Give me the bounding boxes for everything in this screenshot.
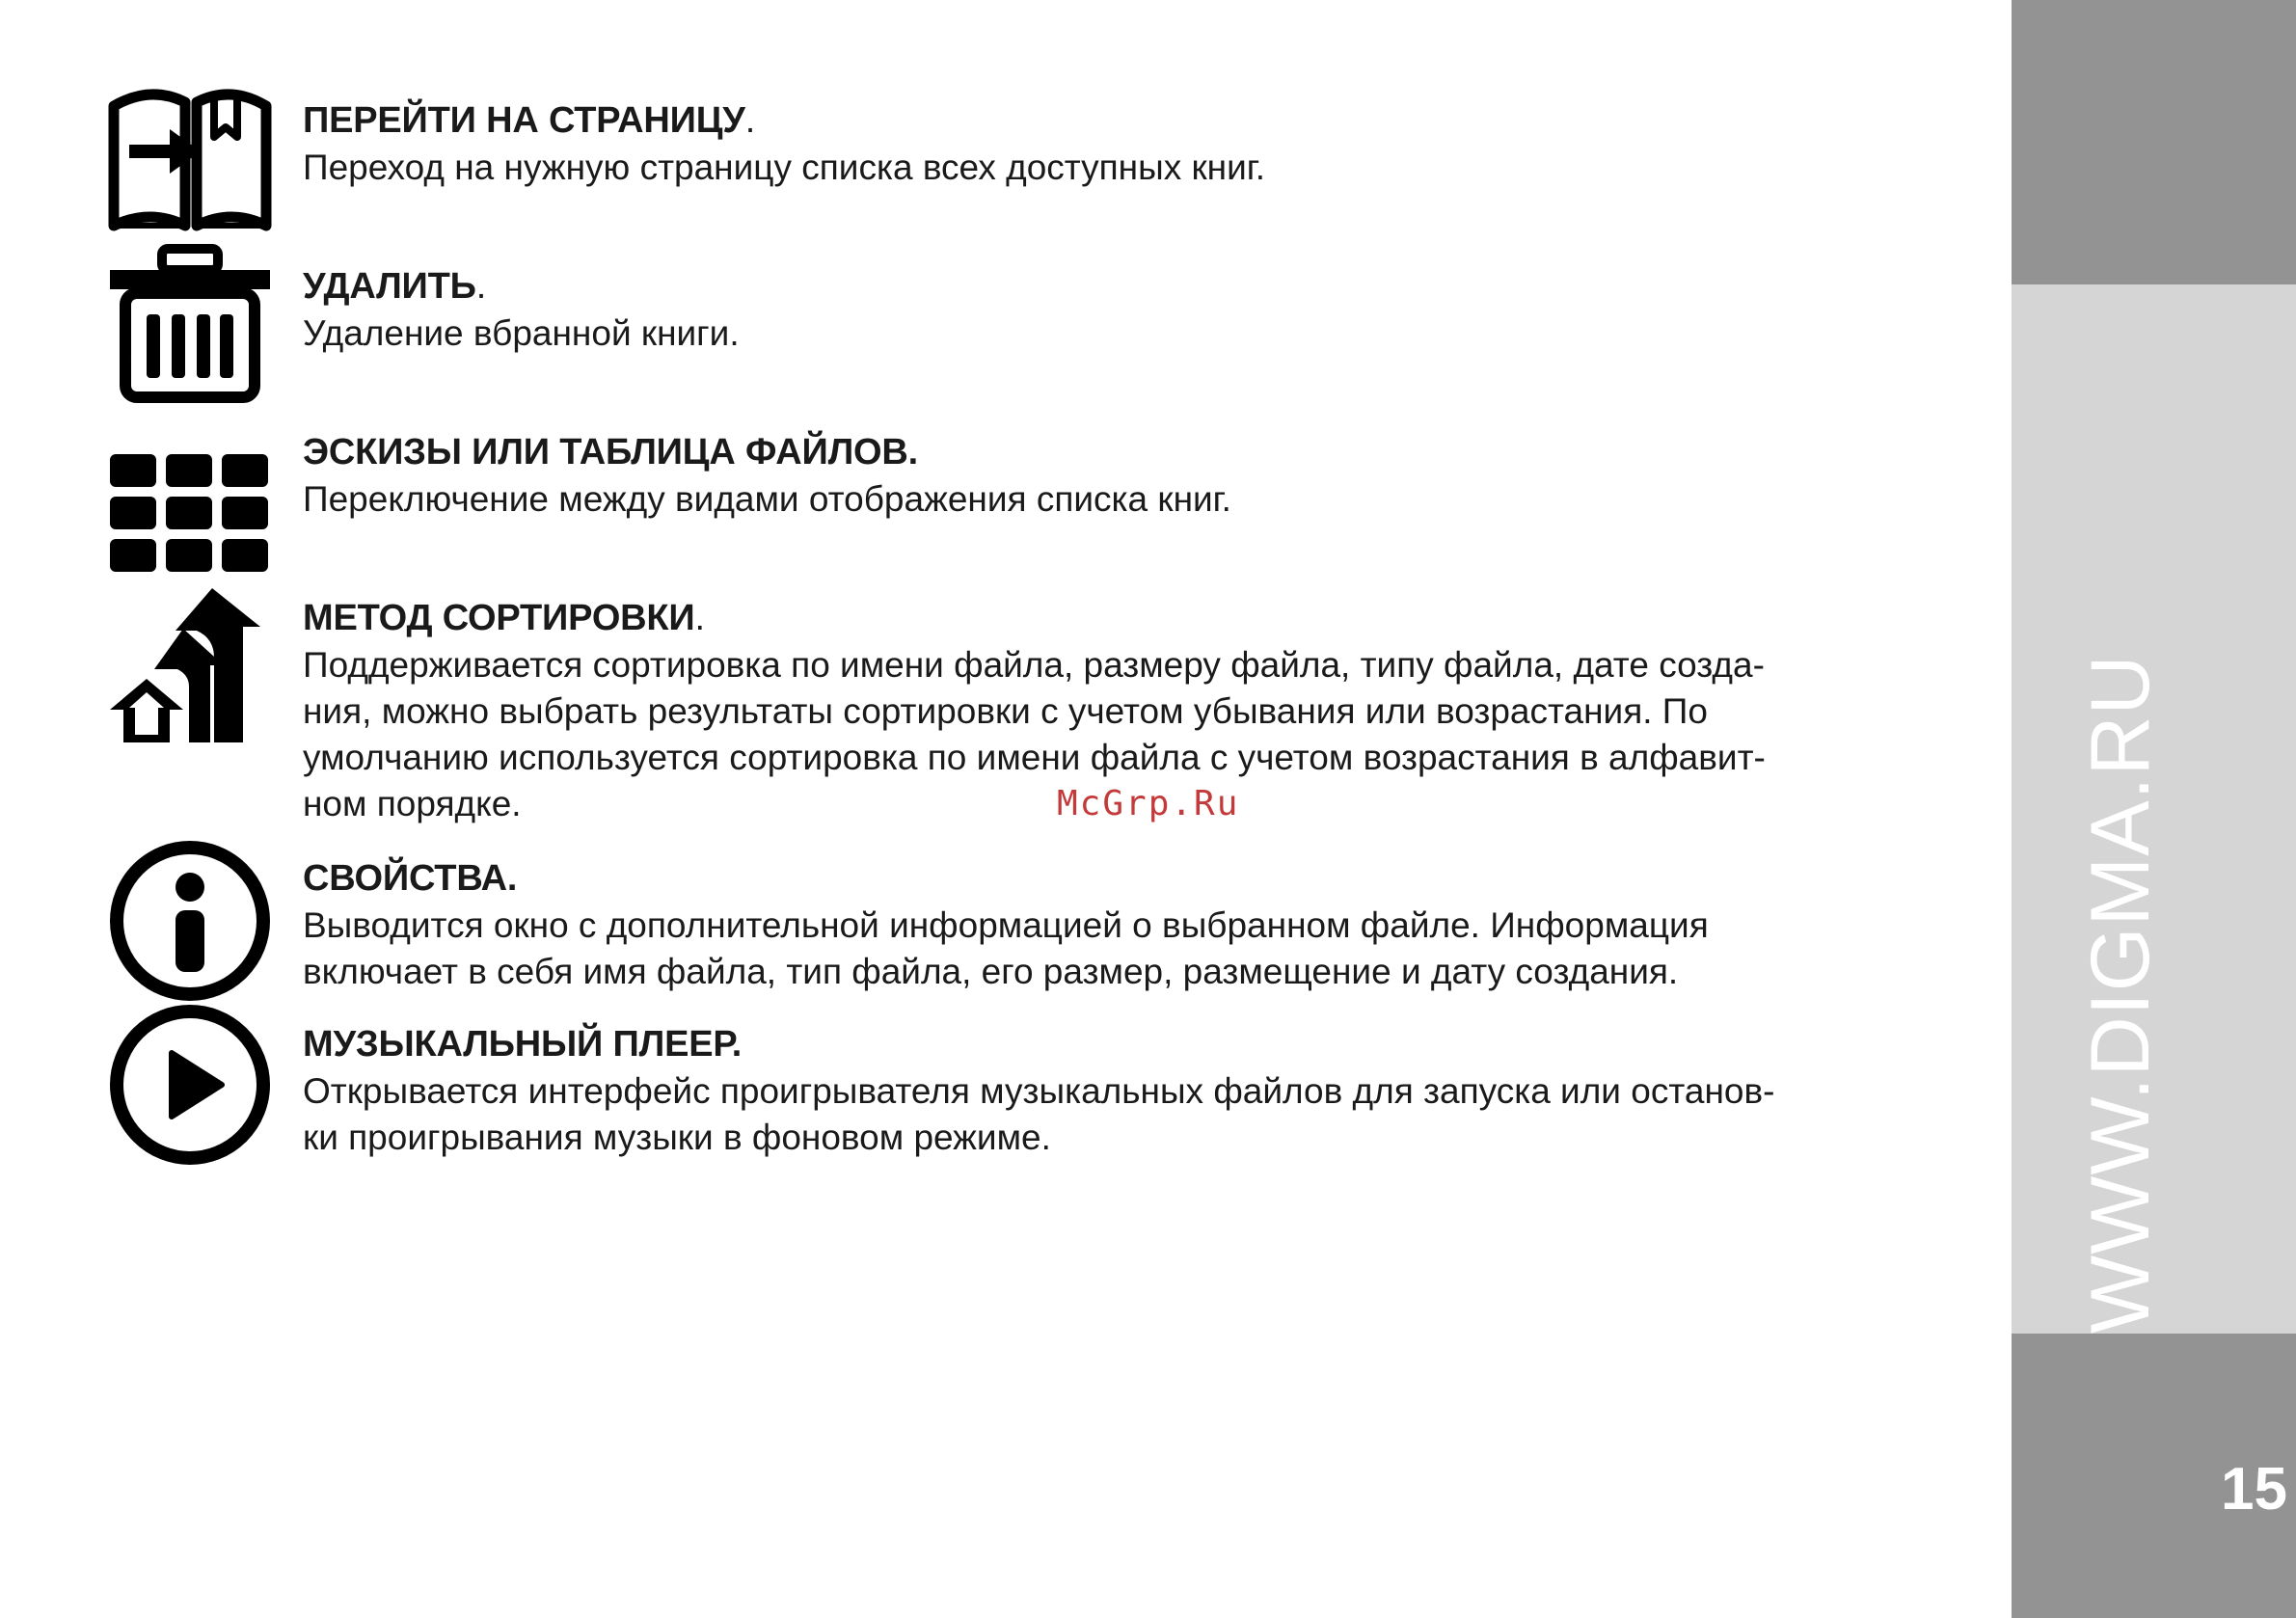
item-title: СВОЙСТВА. [303,858,518,899]
sidebar [2012,0,2296,1618]
sidebar-top-block [2012,0,2296,284]
item-description: Переключение между видами отображения списка книг. [303,479,1231,519]
item-description-line: ния, можно выбрать результаты сортировки с учетом убывания или возрастания. По [303,691,1708,731]
item-description-line: умолчанию используется сортировка по имени файла с учетом возрастания в алфавит- [303,738,1766,777]
item-title: ЭСКИЗЫ ИЛИ ТАБЛИЦА ФАЙЛОВ. [303,432,919,472]
item-title: МУЗЫКАЛЬНЫЙ ПЛЕЕР. [303,1024,743,1065]
info-icon [108,839,272,1003]
open-book-arrow-icon [108,81,272,245]
item-title: ПЕРЕЙТИ НА СТРАНИЦУ. [303,100,756,141]
item-description: Переход на нужную страницу списка всех доступных книг. [303,148,1266,187]
sort-arrows-icon [108,588,272,752]
item-description-line: Открывается интерфейс проигрывателя музыкальных файлов для запуска или останов- [303,1071,1775,1111]
trash-icon [108,243,272,407]
grid-icon [108,438,272,602]
watermark: McGrp.Ru [1057,784,1240,823]
item-description-line: Поддерживается сортировка по имени файла, размеру файла, типу файла, дате созда- [303,645,1765,685]
item-title: УДАЛИТЬ. [303,266,487,307]
item-description-line: Выводится окно с дополнительной информацией о выбранном файле. Информация [303,905,1709,945]
item-description: Удаление вбранной книги. [303,313,740,353]
page-number: 15 [2221,1456,2287,1523]
item-title: МЕТОД СОРТИРОВКИ. [303,598,705,638]
play-icon [108,1003,272,1167]
item-description-line: ки проигрывания музыки в фоновом режиме. [303,1118,1051,1157]
item-description-line: включает в себя имя файла, тип файла, его размер, размещение и дату создания. [303,952,1679,991]
item-description-line: ном порядке. [303,784,522,823]
site-url: WWW.DIGMA.RU [2074,654,2167,1334]
